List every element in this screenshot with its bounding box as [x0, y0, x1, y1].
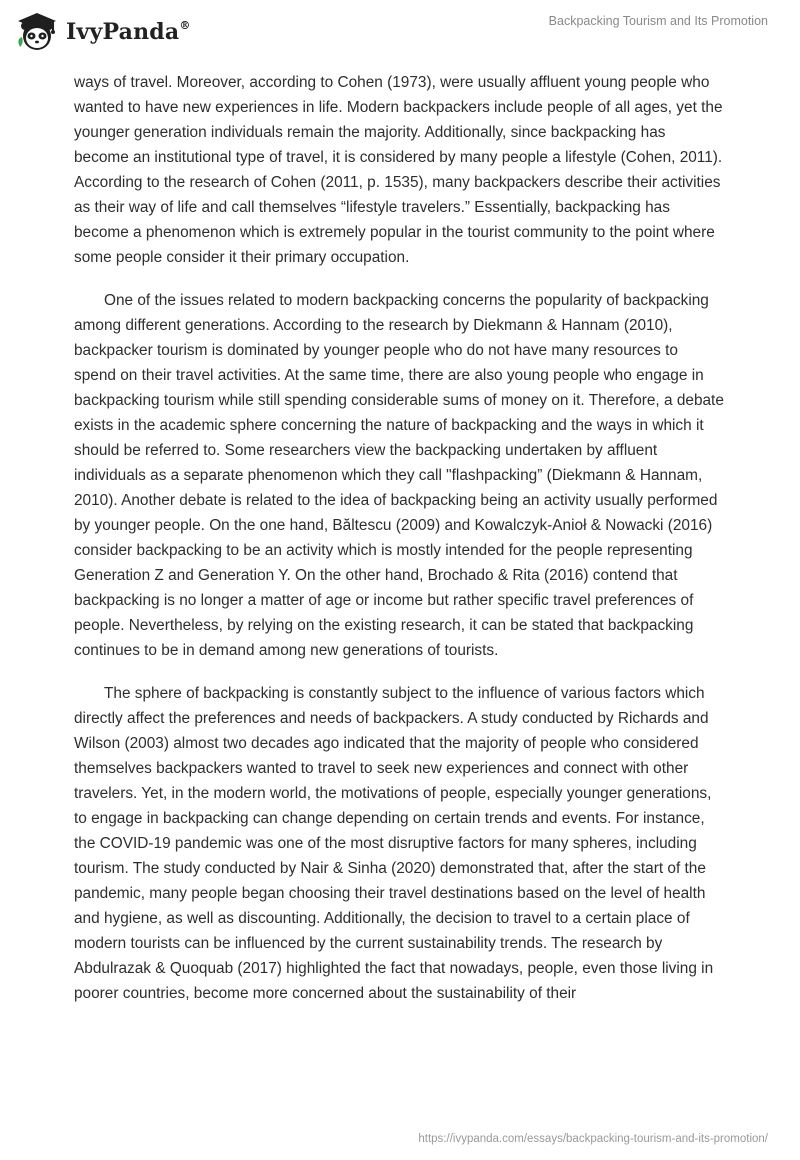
essay-body	[74, 70, 724, 1024]
essay-paragraph: ways of travel. Moreover, according to Cohen (1973), were usually affluent young people who wanted to have new experiences in life. Modern backpackers include people of all ages, yet the younger generation individuals remain the majority. Additionally, since backpacking has become an institutional type of travel, it is considered by many people a lifestyle (Cohen, 2011). According to the research of Cohen (2011, p. 1535), many backpackers describe their activities as their way of life and call themselves “lifestyle travelers.” Essentially, backpacking has become a phenomenon which is extremely popular in the tourist community to the point where some people consider it their primary occupation.	[74, 74, 723, 266]
logo-wordmark: IvyPanda®	[66, 18, 191, 45]
document-title: Backpacking Tourism and Its Promotion	[548, 14, 768, 28]
essay-paragraph: The sphere of backpacking is constantly subject to the influence of various factors which directly affect the preferences and needs of backpackers. A study conducted by Richards and Wilson (2003) almost two decades ago indicated that the majority of people who considered themselves backpackers wanted to travel to seek new experiences and connect with other travelers. Yet, in the modern world, the motivations of people, especially younger generations, to engage in backpacking can change depending on certain trends and events. For instance, the COVID-19 pandemic was one of the most disruptive factors for many spheres, including tourism. The study conducted by Nair & Sinha (2020) demonstrated that, after the start of the pandemic, many people began choosing their travel destinations based on the level of health and hygiene, as well as discounting. Additionally, the decision to travel to a certain place of modern tourists can be influenced by the current sustainability trends. The research by Abdulrazak & Quoquab (2017) highlighted the fact that nowadays, people, even those living in poorer countries, become more concerned about the sustainability of their	[74, 685, 714, 1002]
page-header	[0, 0, 800, 64]
panda-graduate-icon	[14, 9, 60, 55]
essay-paragraph: One of the issues related to modern backpacking concerns the popularity of backpacking among different generations. According to the research by Diekmann & Hannam (2010), backpacker tourism is dominated by younger people who do not have many resources to spend on their travel activities. At the same time, there are also young people who engage in backpacking tourism while still spending considerable sums of money on it. Therefore, a debate exists in the academic sphere concerning the nature of backpacking and the ways in which it should be referred to. Some researchers view the backpacking undertaken by affluent individuals as a separate phenomenon which they call "flashpacking” (Diekmann & Hannam, 2010). Another debate is related to the idea of backpacking being an activity usually performed by younger people. On the one hand, Băltescu (2009) and Kowalczyk-Anioł & Nowacki (2016) consider backpacking to be an activity which is mostly intended for the people representing Generation Z and Generation Y. On the other hand, Brochado & Rita (2016) contend that backpacking is no longer a matter of age or income but rather specific travel preferences of people. Nevertheless, by relying on the existing research, it can be stated that backpacking continues to be in demand among new generations of tourists.	[74, 292, 724, 659]
source-url[interactable]: https://ivypanda.com/essays/backpacking-tourism-and-its-promotion/	[418, 1133, 768, 1145]
ivypanda-logo[interactable]	[14, 8, 191, 56]
